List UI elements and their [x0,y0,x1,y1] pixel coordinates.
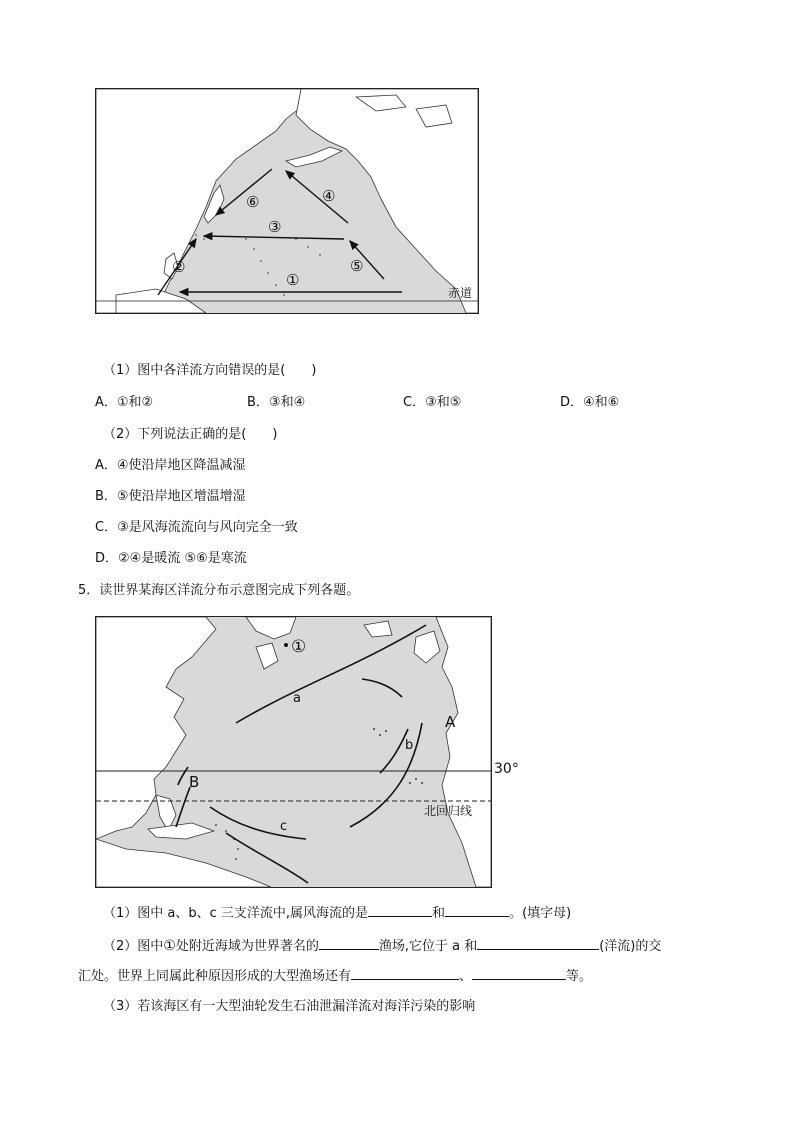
q5-1-part3: 。(填字母) [509,906,572,921]
q5-title: 5．读世界某海区洋流分布示意图完成下列各题。 [78,583,360,598]
q5-2-line2-part2: 、 [459,969,473,984]
q5-2-part3: 渔场,它位于 a 和 [378,939,478,954]
q5-2-line-1 [103,936,661,956]
q4-1-option-b: B．③和④ [247,395,306,410]
north-atlantic-current-map [95,616,492,888]
q5-2-circle: ① [163,938,176,954]
q5-2-blank-fishery-3[interactable] [472,966,566,980]
q4-2-stem: （2）下列说法正确的是( ) [103,427,278,442]
q5-2-part1: （2）图中 [103,939,164,954]
q5-2-blank-current[interactable] [477,936,599,950]
q4-1-option-d: D．④和⑥ [560,395,620,410]
current-b-label: b [405,738,414,753]
current-6-label: ⑥ [246,193,260,211]
q4-2-option-a: A．④使沿岸地区降温减湿 [95,458,246,473]
q4-2-option-c: C．③是风海流流向与风向完全一致 [95,520,298,535]
q5-2-part4: (洋流)的交 [599,939,662,954]
q4-2-option-b: B．⑤使沿岸地区增温增湿 [95,489,246,504]
north-atlantic-map-svg [96,617,491,887]
q5-2-line-2 [78,966,592,986]
current-3-label: ③ [268,218,282,236]
q5-1-part1: （1）图中 a、b、c 三支洋流中,属风海流的是 [103,906,369,921]
q5-2-part2: 处附近海域为世界著名的 [175,939,319,954]
current-5-label: ⑤ [350,257,364,275]
point-1-label: ① [291,637,307,657]
current-4-label: ④ [322,187,336,205]
current-c-label: c [280,819,288,834]
q5-2-blank-fishery-2[interactable] [351,966,459,980]
q5-1-blank-2[interactable] [445,903,509,917]
current-1-label: ① [286,271,300,289]
q5-2-line2-part3: 等。 [566,969,593,984]
current-a-label: a [293,691,301,706]
latitude-30-label: 30° [494,761,519,777]
tropic-label: 北回归线 [424,804,473,818]
q4-1-stem: （1）图中各洋流方向错误的是( ) [103,363,317,378]
q5-1-blank-1[interactable] [368,903,432,917]
q5-2-blank-fishery[interactable] [319,936,379,950]
point-B-label: B [189,773,200,791]
point-A-label: A [445,713,456,731]
current-2-label: ② [172,258,186,276]
point-1-dot [284,643,288,647]
q4-1-option-a: A．①和② [95,395,154,410]
q5-1-line [103,903,571,923]
q5-3-text: （3）若该海区有一大型油轮发生石油泄漏洋流对海洋污染的影响 [103,999,476,1014]
q5-1-part2: 和 [432,906,446,921]
q4-2-option-d: D．②④是暖流 ⑤⑥是寒流 [95,551,247,566]
q5-2-line2-part1: 汇处。世界上同属此种原因形成的大型渔场还有 [78,969,352,984]
equator-label: 赤道 [448,286,473,300]
north-pacific-map-svg [96,89,478,313]
north-pacific-current-map [95,88,479,314]
q4-1-option-c: C．③和⑤ [403,395,462,410]
